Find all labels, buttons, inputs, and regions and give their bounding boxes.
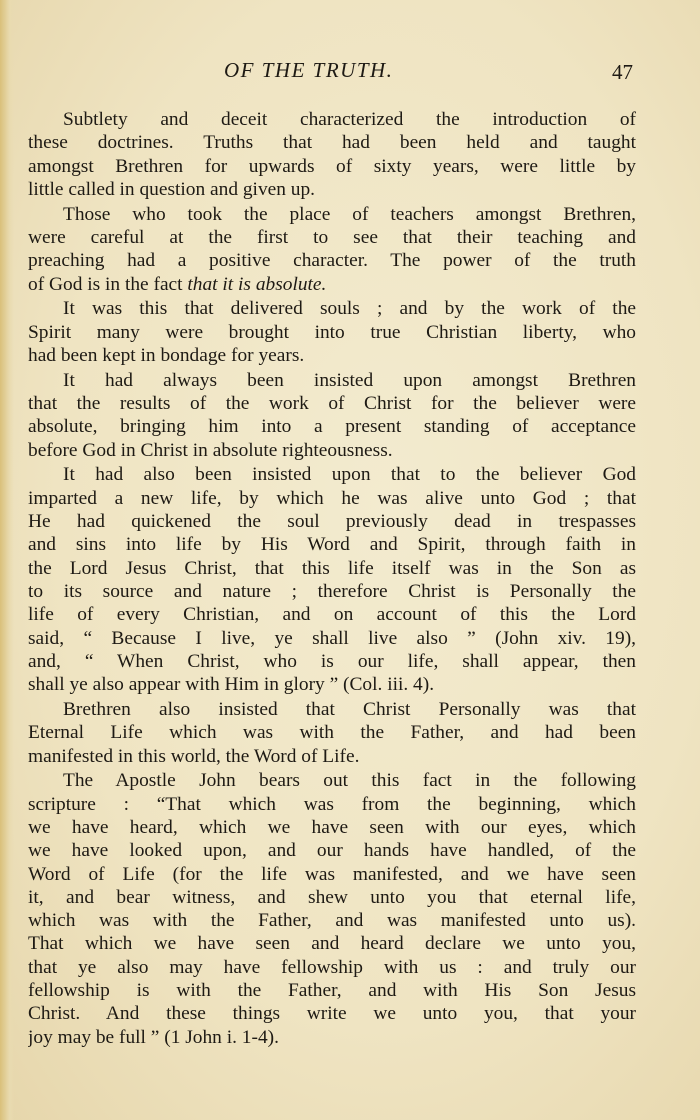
page-number: 47 [612, 60, 633, 84]
text-line [28, 932, 636, 955]
text-line [28, 226, 636, 249]
line-text: that the results of the work of Christ for the believer were [28, 393, 636, 415]
line-text: It had always been insisted upon amongst Brethren [63, 369, 636, 391]
line-text: amongst Brethren for upwards of sixty years, were little by [28, 155, 636, 177]
line-text: of God is in the fact [28, 273, 188, 295]
line-text: It had also been insisted upon that to the believer God [63, 464, 636, 486]
text-line [28, 673, 636, 696]
text-line [28, 698, 636, 721]
text-line [28, 108, 636, 131]
text-line [28, 909, 636, 932]
text-line [28, 203, 636, 226]
text-line [28, 1002, 636, 1025]
text-line [28, 557, 636, 580]
text-line [28, 769, 636, 792]
line-text: which was with the Father, and was manifested unto us). [28, 910, 636, 932]
line-text: scripture : “That which was from the beginning, which [28, 793, 636, 815]
paragraph [28, 698, 636, 768]
line-text: these doctrines. Truths that had been held and taught [28, 132, 636, 154]
line-text: we have heard, which we have seen with our eyes, which [28, 816, 636, 838]
text-line [28, 463, 636, 486]
text-line [28, 979, 636, 1002]
text-line [28, 886, 636, 909]
line-text: Word of Life (for the life was manifested, and we have seen [28, 863, 636, 885]
line-text: absolute, bringing him into a present standing of acceptance [28, 416, 636, 438]
line-text: and sins into life by His Word and Spirit, through faith in [28, 534, 636, 556]
text-line [28, 839, 636, 862]
line-text: said, “ Because I live, ye shall live also ” (John xiv. 19), [28, 627, 636, 649]
text-line [28, 321, 636, 344]
line-text: The Apostle John bears out this fact in the following [63, 770, 636, 792]
line-text: Subtlety and deceit characterized the introduction of [63, 109, 636, 130]
text-line [28, 650, 636, 673]
line-text: it, and bear witness, and shew unto you that eternal life, [28, 886, 636, 908]
text-line [28, 439, 636, 462]
line-text: He had quickened the soul previously dead in trespasses [28, 511, 636, 533]
line-text: were careful at the first to see that their teaching and [28, 226, 636, 248]
text-line [28, 131, 636, 154]
text-line [28, 344, 636, 367]
line-text: the Lord Jesus Christ, that this life itself was in the Son as [28, 557, 636, 579]
page-header [0, 58, 700, 88]
text-line [28, 1026, 636, 1049]
line-text: Brethren also insisted that Christ Personally was that [63, 698, 636, 720]
text-line [28, 533, 636, 556]
line-text: preaching had a positive character. The power of the truth [28, 250, 636, 272]
running-title: OF THE TRUTH. [224, 58, 394, 82]
line-text: Spirit many were brought into true Christian liberty, who [28, 321, 636, 343]
line-text: fellowship is with the Father, and with His Son Jesus [28, 979, 636, 1001]
body-text [28, 108, 636, 1050]
text-line [28, 273, 636, 296]
text-line [28, 627, 636, 650]
line-text: little called in question and given up. [28, 178, 316, 200]
line-text: manifested in this world, the Word of Life. [28, 745, 360, 767]
text-line [28, 816, 636, 839]
text-line [28, 603, 636, 626]
italic-emphasis: that it is absolute. [187, 273, 327, 295]
line-text: life of every Christian, and on account of this the Lord [28, 604, 636, 626]
line-text: we have looked upon, and our hands have handled, of the [28, 840, 636, 862]
text-line [28, 415, 636, 438]
line-text: imparted a new life, by which he was alive unto God ; that [28, 487, 636, 509]
text-line [28, 297, 636, 320]
text-line [28, 249, 636, 272]
line-text: Eternal Life which was with the Father, and had been [28, 722, 636, 744]
paragraph [28, 108, 636, 201]
paragraph [28, 769, 636, 1049]
line-text: shall ye also appear with Him in glory ” (Col. iii. 4). [28, 674, 435, 696]
line-text: joy may be full ” (1 John i. 1-4). [28, 1026, 279, 1048]
paragraph [28, 463, 636, 696]
paragraph [28, 297, 636, 367]
line-text: had been kept in bondage for years. [28, 344, 305, 366]
text-line [28, 487, 636, 510]
text-line [28, 956, 636, 979]
paragraph [28, 369, 636, 462]
line-text: That which we have seen and heard declare we unto you, [28, 933, 636, 955]
text-line [28, 580, 636, 603]
page-edge-stain [0, 0, 14, 1120]
paragraph [28, 203, 636, 296]
line-text: Those who took the place of teachers amongst Brethren, [63, 203, 636, 225]
line-text: to its source and nature ; therefore Christ is Personally the [28, 580, 636, 602]
text-line [28, 745, 636, 768]
line-text: before God in Christ in absolute righteousness. [28, 439, 393, 461]
text-line [28, 155, 636, 178]
line-text: and, “ When Christ, who is our life, shall appear, then [28, 650, 636, 672]
text-line [28, 369, 636, 392]
text-line [28, 863, 636, 886]
text-line [28, 721, 636, 744]
line-text: that ye also may have fellowship with us : and truly our [28, 956, 636, 978]
text-line [28, 793, 636, 816]
text-line [28, 178, 636, 201]
text-line [28, 510, 636, 533]
line-text: It was this that delivered souls ; and by the work of the [63, 298, 636, 320]
text-line [28, 392, 636, 415]
line-text: Christ. And these things write we unto you, that your [28, 1003, 636, 1025]
